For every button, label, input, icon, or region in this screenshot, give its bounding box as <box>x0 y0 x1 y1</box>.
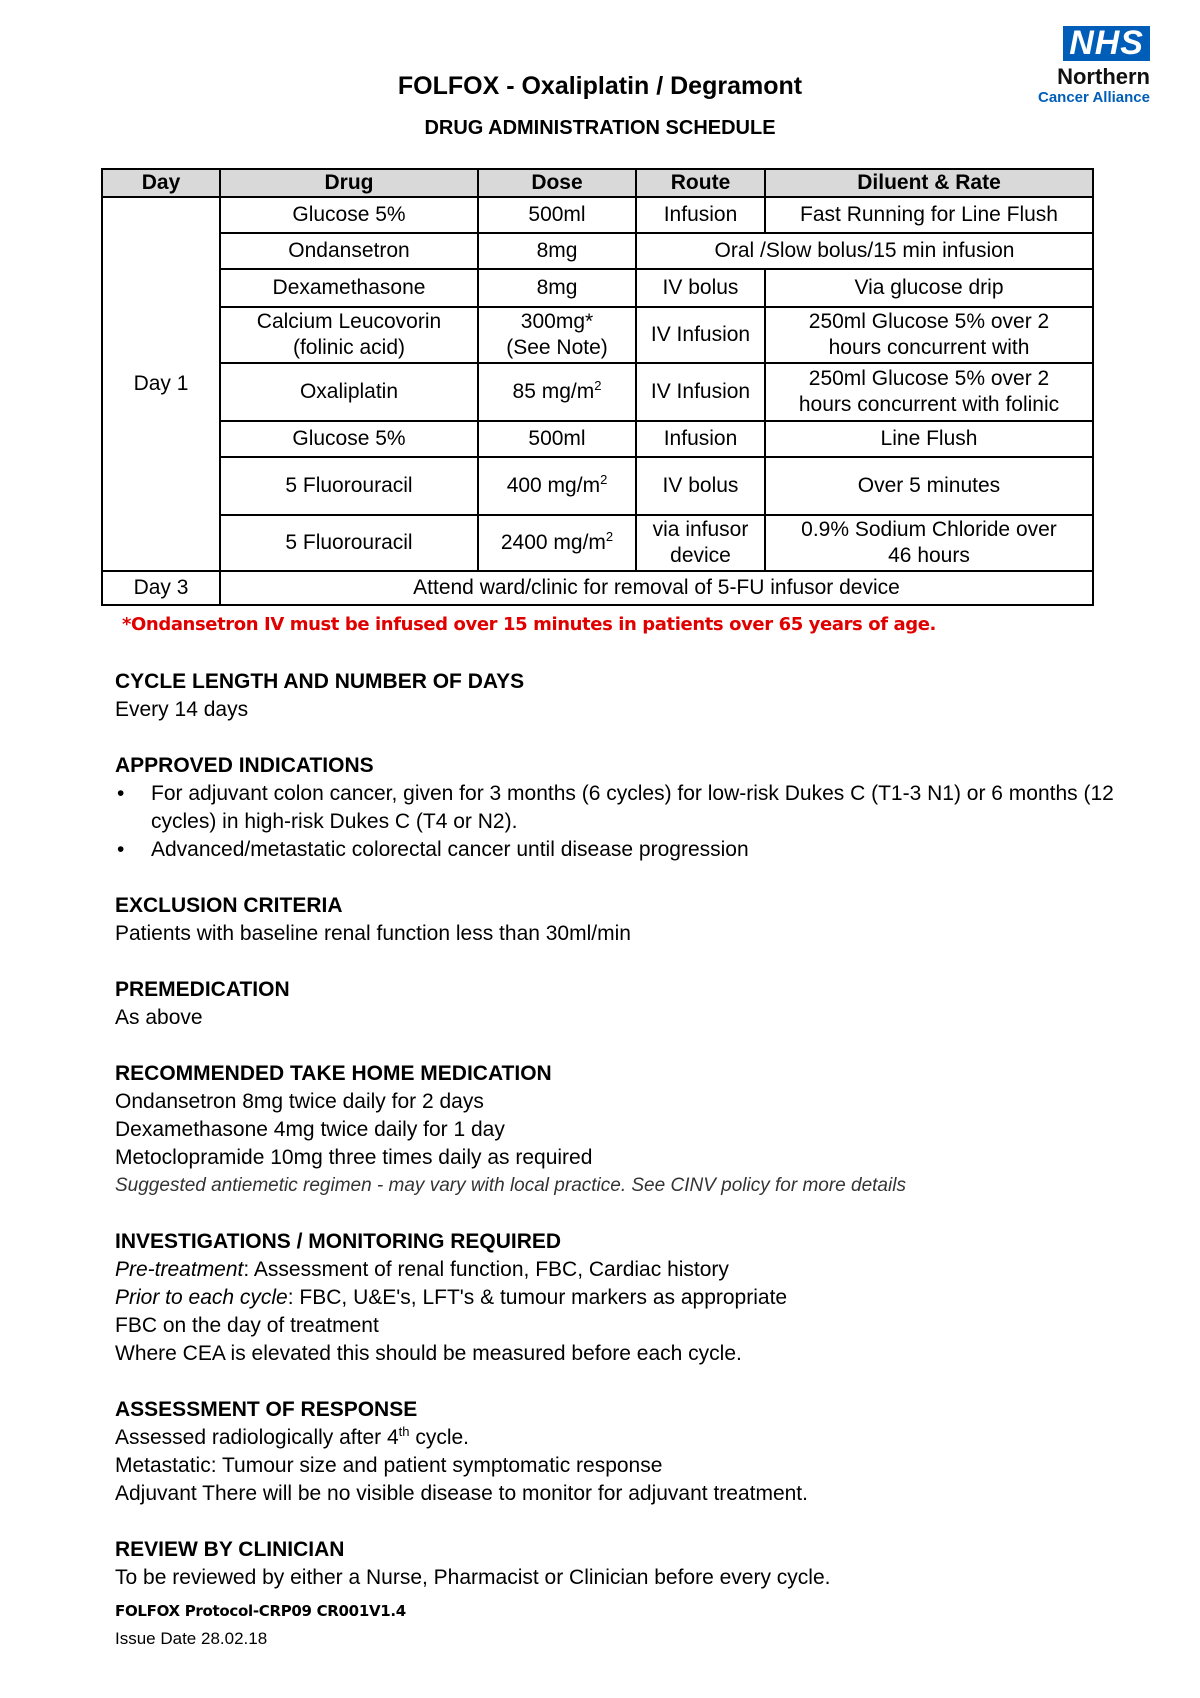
label-prior-cycle: Prior to each cycle <box>115 1286 288 1309</box>
diluent-line: 250ml Glucose 5% over 2 <box>808 310 1050 333</box>
section-exclusion <box>115 892 1115 948</box>
section-review <box>115 1536 1115 1592</box>
diluent-cell <box>765 307 1093 363</box>
dose-cell <box>478 457 636 515</box>
day1-cell: Day 1 <box>102 197 220 571</box>
text-prior-cycle: : FBC, U&E's, LFT's & tumour markers as appropriate <box>287 1286 788 1309</box>
dose-cell <box>478 363 636 421</box>
drug-cell: Glucose 5% <box>220 421 478 457</box>
table-row-day3 <box>102 571 1093 605</box>
table-row <box>102 515 1093 571</box>
table-row <box>102 233 1093 269</box>
logo-cancer-alliance: Cancer Alliance <box>1038 89 1150 106</box>
table-header-row <box>102 169 1093 197</box>
section-text: Dexamethasone 4mg twice daily for 1 day <box>115 1118 505 1141</box>
dose-line: 300mg* <box>520 310 594 333</box>
logo-northern: Northern <box>1057 64 1150 89</box>
dose-cell: 8mg <box>478 269 636 307</box>
ondansetron-note: *Ondansetron IV must be infused over 15 minutes in patients over 65 years of age. <box>122 614 936 635</box>
header-dose: Dose <box>478 169 636 197</box>
section-text: Metoclopramide 10mg three times daily as required <box>115 1146 593 1169</box>
section-heading: APPROVED INDICATIONS <box>115 754 374 777</box>
section-heading: REVIEW BY CLINICIAN <box>115 1538 345 1561</box>
drug-cell: Oxaliplatin <box>220 363 478 421</box>
dose-cell: 8mg <box>478 233 636 269</box>
response-superscript: th <box>398 1424 410 1439</box>
dose-cell: 500ml <box>478 421 636 457</box>
drug-cell: Glucose 5% <box>220 197 478 233</box>
table-row <box>102 307 1093 363</box>
drug-line: Calcium Leucovorin <box>256 310 442 333</box>
section-heading: CYCLE LENGTH AND NUMBER OF DAYS <box>115 670 525 693</box>
route-cell: IV bolus <box>636 269 765 307</box>
section-text: Ondansetron 8mg twice daily for 2 days <box>115 1090 484 1113</box>
section-text: Where CEA is elevated this should be measured before each cycle. <box>115 1342 742 1365</box>
route-diluent-cell: Oral /Slow bolus/15 min infusion <box>636 233 1093 269</box>
section-text: Metastatic: Tumour size and patient symptomatic response <box>115 1454 663 1477</box>
drug-cell: Dexamethasone <box>220 269 478 307</box>
dose-cell <box>478 307 636 363</box>
section-premedication <box>115 976 1115 1032</box>
page-subtitle: DRUG ADMINISTRATION SCHEDULE <box>424 117 776 139</box>
response-text: cycle. <box>409 1426 470 1449</box>
diluent-line: hours concurrent with folinic <box>798 393 1060 416</box>
table-row <box>102 197 1093 233</box>
section-cycle <box>115 668 1115 724</box>
drug-cell: Ondansetron <box>220 233 478 269</box>
dose-superscript: 2 <box>605 529 614 544</box>
dose-superscript: 2 <box>594 378 602 393</box>
section-heading: RECOMMENDED TAKE HOME MEDICATION <box>115 1062 552 1085</box>
list-item: • Advanced/metastatic colorectal cancer until disease progression <box>151 836 1115 864</box>
nhs-badge: NHS <box>1063 26 1150 61</box>
section-text: Every 14 days <box>115 698 249 721</box>
diluent-line: hours concurrent with <box>828 336 1030 359</box>
diluent-cell <box>765 515 1093 571</box>
issue-date: Issue Date 28.02.18 <box>115 1629 268 1648</box>
section-text: To be reviewed by either a Nurse, Pharmacist or Clinician before every cycle. <box>115 1566 831 1589</box>
header-day: Day <box>102 169 220 197</box>
diluent-line: 0.9% Sodium Chloride over <box>801 518 1057 541</box>
header-route: Route <box>636 169 765 197</box>
drug-cell: 5 Fluorouracil <box>220 515 478 571</box>
route-cell: Infusion <box>636 197 765 233</box>
route-cell: IV Infusion <box>636 363 765 421</box>
day3-cell: Day 3 <box>102 571 220 605</box>
table-row <box>102 363 1093 421</box>
section-text: Patients with baseline renal function less than 30ml/min <box>115 922 631 945</box>
page-footer <box>115 1598 406 1652</box>
text-pre-treatment: : Assessment of renal function, FBC, Cardiac history <box>243 1258 729 1281</box>
diluent-cell <box>765 363 1093 421</box>
dose-line: (See Note) <box>506 336 608 359</box>
header-drug: Drug <box>220 169 478 197</box>
section-text: As above <box>115 1006 203 1029</box>
route-line: via infusor <box>652 518 749 541</box>
diluent-cell: Over 5 minutes <box>765 457 1093 515</box>
section-text <box>115 1256 1115 1284</box>
route-cell: IV Infusion <box>636 307 765 363</box>
table-row <box>102 269 1093 307</box>
diluent-cell: Fast Running for Line Flush <box>765 197 1093 233</box>
dose-value: 400 mg/m <box>506 474 601 497</box>
dose-cell: 500ml <box>478 197 636 233</box>
route-line: device <box>670 544 731 567</box>
route-cell <box>636 515 765 571</box>
page-title: FOLFOX - Oxaliplatin / Degramont <box>397 72 803 100</box>
section-text <box>115 1284 1115 1312</box>
schedule-table <box>101 168 1094 606</box>
dose-superscript: 2 <box>600 472 608 487</box>
section-text: Adjuvant There will be no visible disease to monitor for adjuvant treatment. <box>115 1482 808 1505</box>
diluent-cell: Line Flush <box>765 421 1093 457</box>
diluent-line: 46 hours <box>888 544 970 567</box>
diluent-line: 250ml Glucose 5% over 2 <box>808 367 1050 390</box>
diluent-cell: Via glucose drip <box>765 269 1093 307</box>
section-heading: ASSESSMENT OF RESPONSE <box>115 1398 418 1421</box>
list-item: • For adjuvant colon cancer, given for 3 months (6 cycles) for low-risk Dukes C (T1-3 N1) or 6 months (12 cycles) in high-risk Dukes C (T4 or N2). <box>151 780 1115 836</box>
drug-cell: 5 Fluorouracil <box>220 457 478 515</box>
section-response <box>115 1396 1115 1508</box>
section-take-home <box>115 1060 1115 1200</box>
day3-text-cell: Attend ward/clinic for removal of 5-FU infusor device <box>220 571 1093 605</box>
route-cell: Infusion <box>636 421 765 457</box>
label-pre-treatment: Pre-treatment <box>115 1258 244 1281</box>
dose-value: 85 mg/m <box>512 380 595 403</box>
indications-list <box>115 780 1115 864</box>
response-text: Assessed radiologically after 4 <box>115 1426 399 1449</box>
table-row <box>102 457 1093 515</box>
drug-cell <box>220 307 478 363</box>
header-diluent: Diluent & Rate <box>765 169 1093 197</box>
dose-cell <box>478 515 636 571</box>
section-indications <box>115 752 1115 864</box>
drug-line: (folinic acid) <box>292 336 406 359</box>
section-investigations <box>115 1228 1115 1368</box>
route-cell: IV bolus <box>636 457 765 515</box>
protocol-body <box>115 668 1115 1620</box>
section-text <box>115 1424 1115 1452</box>
section-heading: PREMEDICATION <box>115 978 290 1001</box>
section-text: FBC on the day of treatment <box>115 1314 379 1337</box>
antiemetic-note: Suggested antiemetic regimen - may vary with local practice. See CINV policy for more details <box>115 1175 906 1196</box>
section-heading: INVESTIGATIONS / MONITORING REQUIRED <box>115 1230 562 1253</box>
table-row <box>102 421 1093 457</box>
dose-value: 2400 mg/m <box>500 531 606 554</box>
section-heading: EXCLUSION CRITERIA <box>115 894 343 917</box>
protocol-id: FOLFOX Protocol-CRP09 CR001V1.4 <box>115 1602 406 1620</box>
